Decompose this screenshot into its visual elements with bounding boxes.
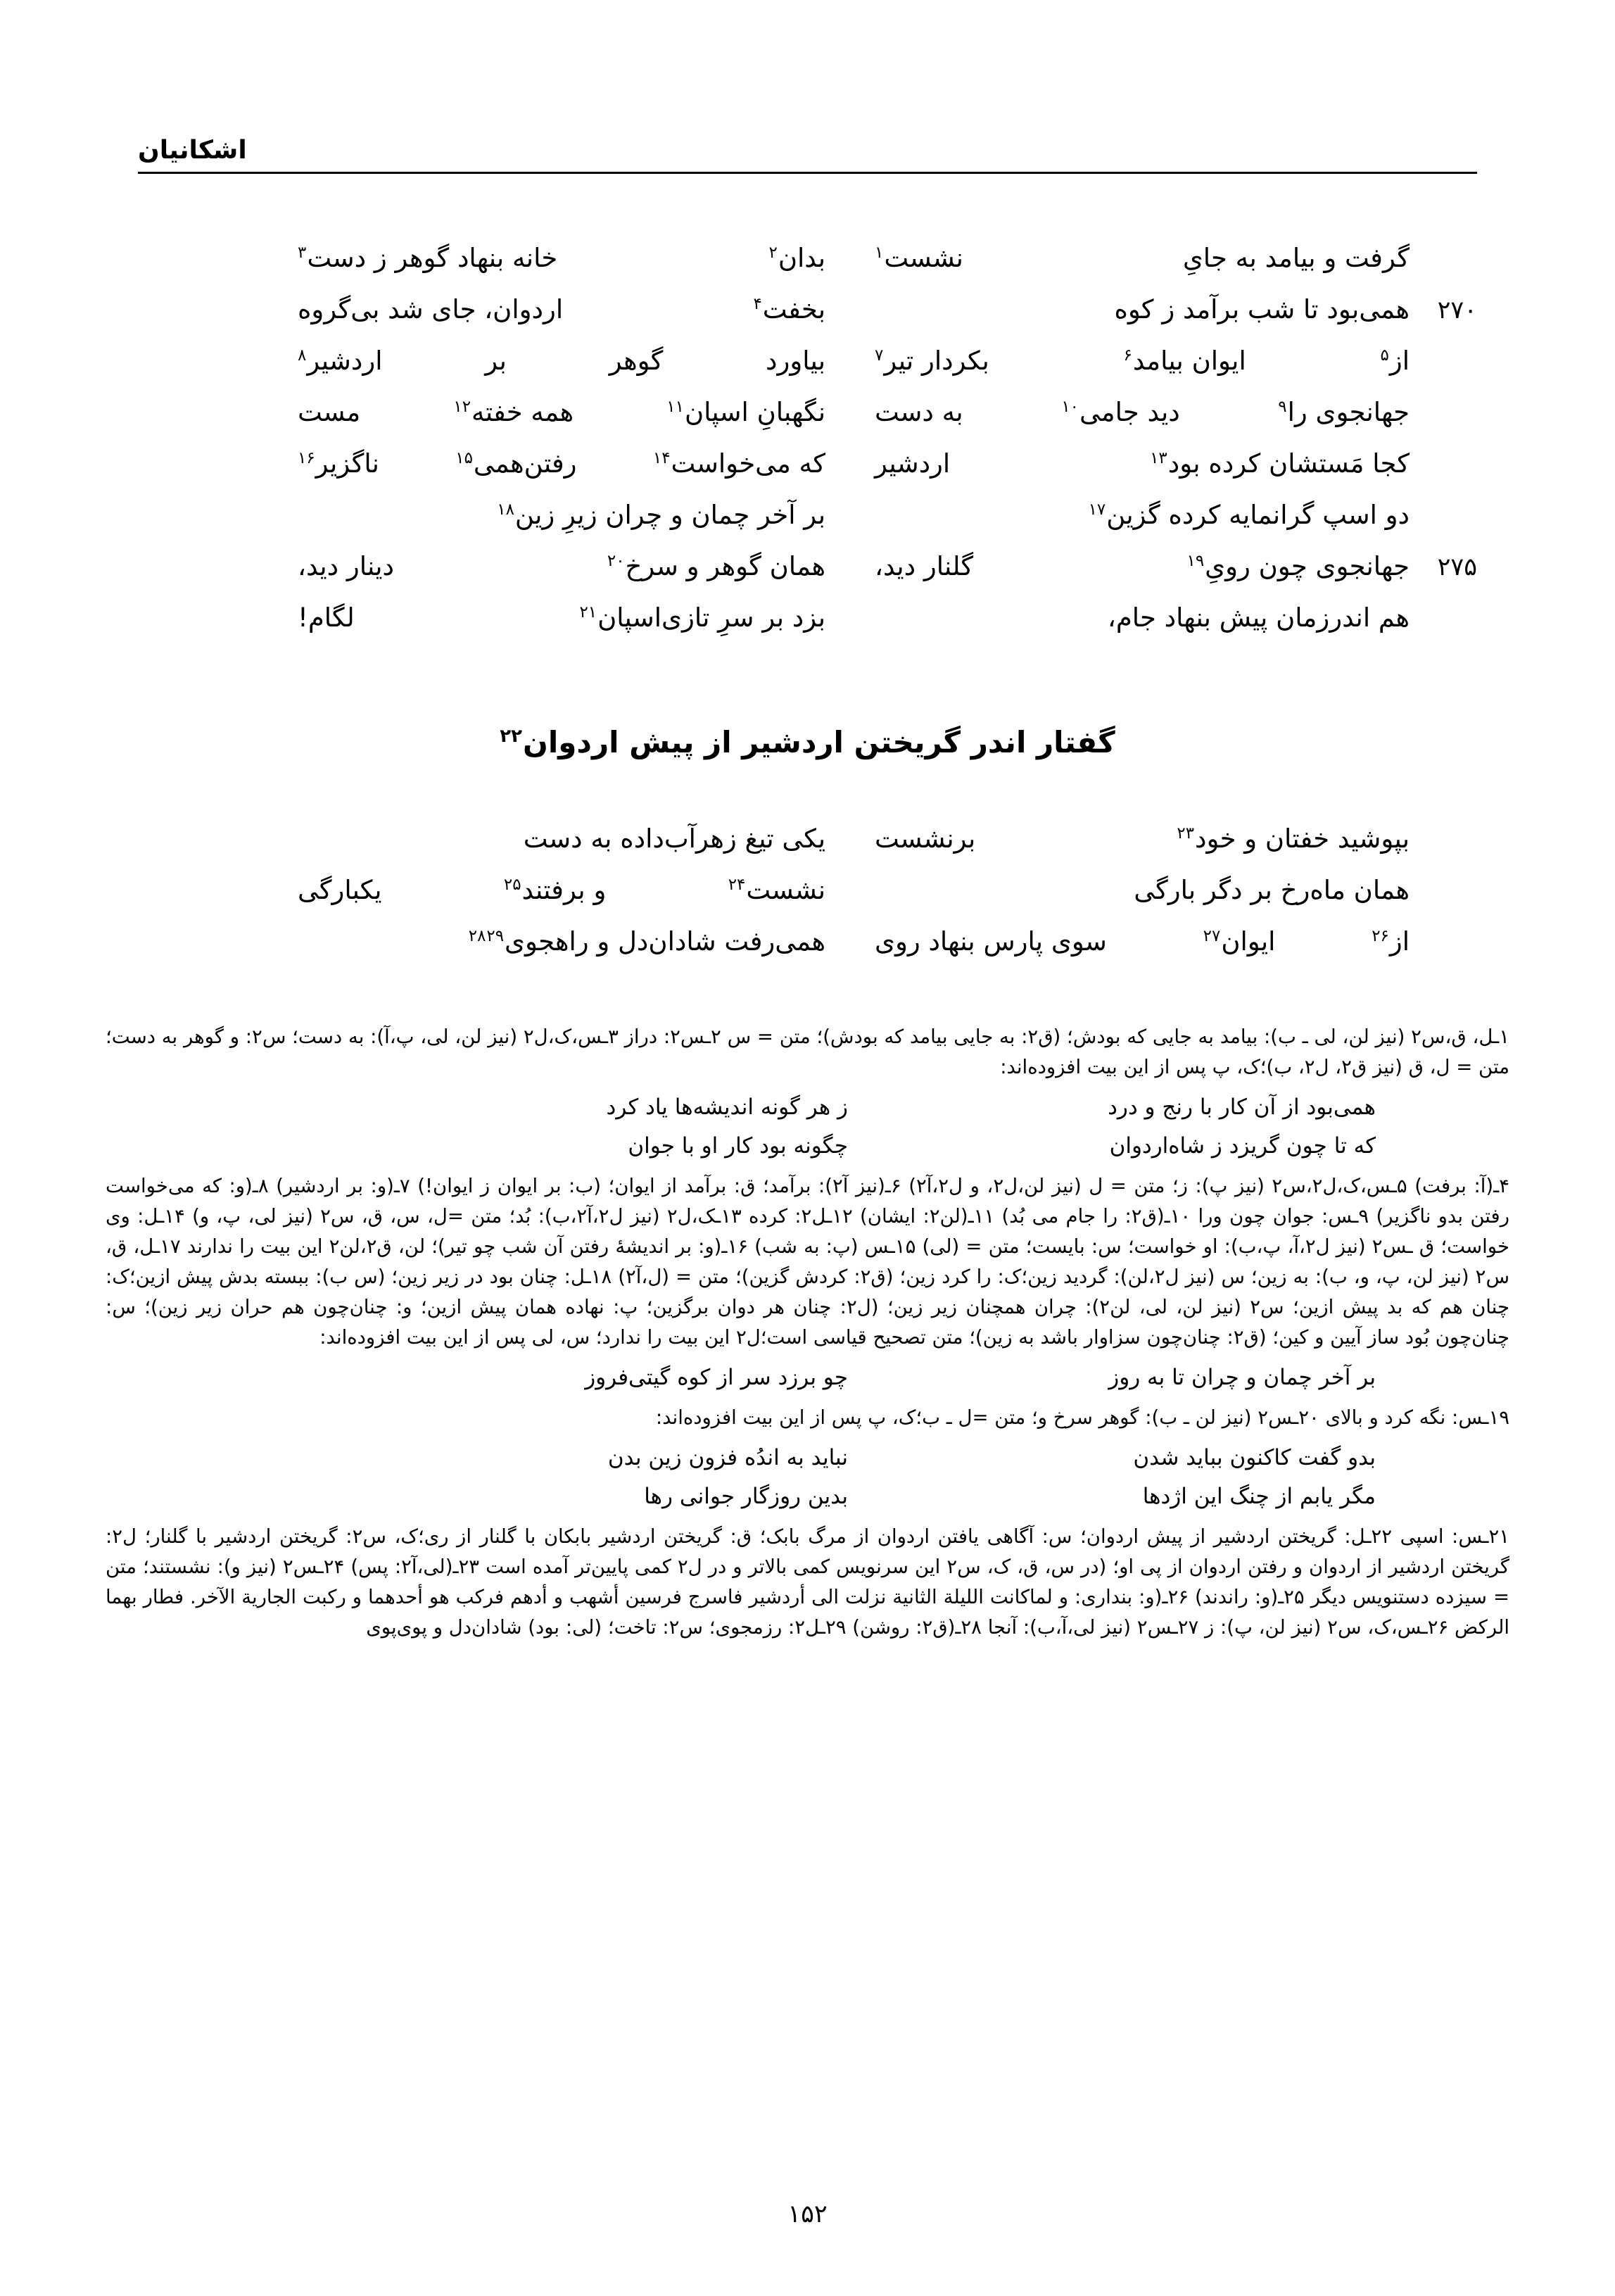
footnote-marker: ۱۴ [652, 448, 671, 467]
hemistich-first [869, 1358, 1376, 1397]
footnote-marker: ۴ [753, 294, 762, 313]
hemistich-text: بیاورد [766, 346, 825, 376]
footnote-marker: ۲۵ [503, 875, 521, 894]
running-head-area [138, 138, 1477, 174]
apparatus-paragraph: ۲۱ـس: اسپی ۲۲ـل: گریختن اردشیر از پیش اردوان؛ س: آگاهی یافتن اردوان از مرگ بابک؛ ق: گریختن اردشیر بابکان با گلنار از ری؛ک، س۲: گریختن اردشیر با گلنار؛ ل۲: گریختن اردشیر از اردوان و رفتن اردوان از پی او؛ (در س، ق، ک، س۲ این سرنویس کمی بالاتر و در ل۲ کمی پایین‌تر آمده است ۲۳ـ(لی،آ۲: پس) ۲۴ـس۲ (نیز و): نشستند؛ متن = سیزده دستنویس دیگر ۲۵ـ(و: راندند) ۲۶ـ(و: بنداری: و لماکانت اللیلة الثانیة نزلت الی أردشیر فاسرج فرسین أشهب و أدهم فرکب هو أحدهما و رکبت الجاریة الآخر. فطار بهما الرکض ۲۶ـس،ک، س۲ (نیز لن، پ): ز ۲۷ـس۲ (نیز لی،آ،ب): آنجا ۲۸ـ(ق۲: روشن) ۲۹ـل۲: رزمجوی؛ س۲: تاخت؛ (لی: بود) شادان‌دل و پوی‌پوی [106, 1525, 1510, 1639]
hemistich-text [753, 284, 825, 335]
hemistich-text: مگر یابم از چنگ این اژدها [1142, 1484, 1376, 1509]
hemistich-text: ز هر گونه اندیشه‌ها یاد کرد [606, 1095, 848, 1120]
hemistich-word: نشست [884, 243, 963, 273]
footnote-marker: ۲۸ [468, 926, 486, 945]
hemistich-word: همی‌رفت شادان‌دل و راهجوی [505, 926, 825, 957]
verse-line [138, 916, 1477, 967]
hemistich-word: نشست [746, 875, 825, 905]
running-head-title: اشکانیان [138, 136, 247, 165]
quoted-verse-line [106, 1088, 1509, 1127]
hemistich-text: بر [485, 346, 507, 376]
hemistich-text: اردوان، جای شد بی‌گروه [298, 294, 564, 324]
hemistich-text: گرفت و بیامد به جایِ [1182, 243, 1410, 273]
hemistich-text [1177, 813, 1410, 864]
section-heading [138, 725, 1477, 760]
verse-line [138, 386, 1477, 438]
hemistich-second [298, 916, 854, 967]
hemistich-word: ناگزیر [315, 448, 379, 479]
hemistich-word: نگهبانِ اسپان [684, 397, 825, 427]
apparatus-quoted-couplets [106, 1358, 1509, 1397]
hemistich-word: دو اسپ گرانمایه کرده گزین [1106, 500, 1410, 530]
footnote-marker: ۱۰ [1061, 397, 1079, 416]
quoted-verse-line [106, 1358, 1509, 1397]
footnote-marker: ۱۸ [497, 500, 514, 519]
hemistich-text [298, 335, 383, 386]
quoted-verse-line [106, 1439, 1509, 1477]
verse-line [138, 438, 1477, 489]
apparatus-paragraph: ۴ـ(آ: برفت) ۵ـس،ک،ل۲،س۲ (نیز پ): ز؛ متن = ل (نیز لن،ل۲، و ل۲،آ۲) ۶ـ(نیز آ۲): برآمد؛ ق: برآمد از ایوان؛ (ب: بر ایوان ز ایوان!) ۷ـ(و: بر اردشیر) ۸ـ(و: که می‌خواست رفتن بدو ناگزیر) ۹ـس: جوان چون ورا ۱۰ـ(ق۲: را جام می بُد) ۱۱ـ(لن۲: ایشان) ۱۲ـل۲: کرده ۱۳ـک،ل۲ (نیز ل۲،آ۲،ب): بُد؛ متن =ل، س، ق، س۲ (نیز لی، پ، و) ۱۴ـل: وی خواست؛ ق ـس۲ (نیز ل۲،آ، پ،ب): او خواست؛ س: بایست؛ متن = (لی) ۱۵ـس (پ: به شب) ۱۶ـ(و: بر اندیشهٔ رفتن آن شب چو تیر)؛ لن، ق۲،لن۲ این بیت را ندارند ۱۷ـل، ق، س۲ (نیز لن، پ، و، ب): به زین؛ س (نیز ل۲،لن): گردید زین؛ک: را کرد زین؛ (ق۲: کردش گزین)؛ متن = (ل،آ۲) ۱۸ـل: چنان بود در زیر زین؛ (س ب): ببسته بدش پیش ازین؛ک: چنان هم که بد پیش ازین؛ س۲ (نیز لن، لی، لن۲): چران همچنان زیر زین؛ (ل۲: چنان هر دوان برگزین؛ پ: نهاده همان پیش ازین؛ و: چنان‌چون هم حران زیر زین)؛ س: چنان‌چون بُود ساز آیین و کین؛ (ق۲: چنان‌چون سزاوار باشد به زین)؛ متن تصحیح قیاسی است؛ل۲ این بیت را ندارد؛ س، لی پس از این بیت افزوده‌اند: [106, 1175, 1510, 1349]
verse-line [138, 813, 1477, 864]
verse-line [138, 232, 1477, 284]
footnote-marker: ۲۶ [1372, 926, 1389, 945]
footnote-marker: ۱۹ [1186, 551, 1205, 570]
hemistich-first [869, 1127, 1376, 1166]
hemistich-text: یکبارگی [298, 875, 382, 905]
hemistich-second [298, 592, 854, 643]
hemistich-first [854, 386, 1410, 438]
footnote-marker: ۲۹ [486, 926, 505, 945]
hemistich-text [1150, 438, 1410, 489]
hemistich-text: سوی پارس بنهاد روی [875, 926, 1107, 957]
verse-line [138, 541, 1477, 592]
hemistich-second [362, 1439, 869, 1477]
verse-number: ۲۷۰ [1437, 296, 1477, 324]
footnote-marker: ۲ [768, 243, 778, 262]
verse-line [138, 335, 1477, 386]
hemistich-text: یکی تیغ زهرآب‌داده به دست [523, 824, 825, 854]
hemistich-first [869, 1439, 1376, 1477]
hemistich-text: گلنار دید، [875, 551, 974, 581]
hemistich-text [1372, 916, 1410, 967]
hemistich-first [854, 335, 1410, 386]
hemistich-first [854, 489, 1410, 541]
hemistich-text [1124, 335, 1246, 386]
hemistich-second [362, 1127, 869, 1166]
hemistich-second [298, 386, 854, 438]
footnote-marker: ۵ [1380, 346, 1389, 365]
hemistich-second [298, 335, 854, 386]
hemistich-word: بزد بر سرِ تازی‌اسپان [597, 603, 825, 633]
hemistich-word: که می‌خواست [671, 448, 825, 479]
hemistich-text: بدو گفت کاکنون بباید شدن [1133, 1445, 1376, 1470]
hemistich-text: بر آخر چمان و چران تا به روز [1108, 1365, 1376, 1390]
hemistich-word: از [1389, 346, 1410, 376]
footnote-marker: ۷ [875, 346, 884, 365]
hemistich-text: همی‌بود از آن کار با رنج و درد [1108, 1095, 1376, 1120]
hemistich-text [769, 232, 826, 284]
hemistich-word: بدان [778, 243, 825, 273]
hemistich-word: اردشیر [307, 346, 383, 376]
hemistich-first [854, 541, 1410, 592]
hemistich-word: بکردار تیر [884, 346, 989, 376]
hemistich-second [298, 232, 854, 284]
hemistich-text: اردشیر [875, 448, 951, 479]
hemistich-word: دید جامی [1079, 397, 1180, 427]
apparatus-quoted-couplets [106, 1088, 1509, 1166]
hemistich-text [1203, 916, 1276, 967]
verse-block-after-heading [138, 813, 1477, 967]
apparatus-paragraph: ۱۹ـس: نگه کرد و بالای ۲۰ـس۲ (نیز لن ـ ب): گوهر سرخ و؛ متن =ل ـ ب؛ک، پ پس از این بیت افزوده‌اند: [655, 1406, 1509, 1429]
hemistich-second [298, 438, 854, 489]
hemistich-text [469, 916, 825, 967]
hemistich-second [298, 489, 854, 541]
hemistich-text: نباید به اندُه فزون زین بدن [607, 1445, 848, 1470]
hemistich-word: جهانجوی را [1287, 397, 1410, 427]
hemistich-text [653, 438, 825, 489]
hemistich-word: همه خفته [471, 397, 574, 427]
hemistich-text [497, 489, 825, 541]
hemistich-text: دینار دید، [298, 551, 394, 581]
section-heading-text: گفتار اندر گریختن اردشیر از پیش اردوان [523, 725, 1115, 759]
footnote-marker: ۲۳ [1177, 824, 1195, 843]
verse-line [138, 284, 1477, 335]
verse-line [138, 489, 1477, 541]
footnote-marker: ۱۵ [455, 448, 473, 467]
hemistich-first [854, 232, 1410, 284]
hemistich-text [1381, 335, 1410, 386]
hemistich-text [453, 386, 574, 438]
footnote-marker: ۳ [298, 243, 307, 262]
hemistich-first [854, 284, 1410, 335]
hemistich-text: که تا چون گریزد ز شاه‌اردوان [1109, 1133, 1376, 1159]
hemistich-text: گوهر [609, 346, 664, 376]
verse-number: ۲۷۵ [1437, 553, 1477, 581]
hemistich-second [298, 813, 854, 864]
footnote-marker: ۸ [298, 346, 307, 365]
hemistich-word: خانه بنهاد گوهر ز دست [307, 243, 558, 273]
verse-block-top [138, 232, 1477, 643]
footnote-marker: ۱۱ [666, 397, 684, 416]
hemistich-text: چگونه بود کار او با جوان [628, 1133, 848, 1159]
hemistich-text [666, 386, 825, 438]
hemistich-text [875, 232, 963, 284]
hemistich-second [298, 541, 854, 592]
hemistich-text [1061, 386, 1179, 438]
footnote-marker: ۱۶ [298, 448, 315, 467]
hemistich-text [579, 592, 825, 643]
footnote-marker: ۲۱ [579, 603, 597, 622]
hemistich-text [875, 335, 989, 386]
hemistich-first [854, 916, 1410, 967]
hemistich-word: بپوشید خفتان و خود [1195, 824, 1410, 854]
header-rule [138, 172, 1477, 174]
hemistich-second [362, 1088, 869, 1127]
hemistich-text [728, 864, 825, 916]
hemistich-text: مست [298, 397, 361, 427]
footnote-marker: ۱۲ [453, 397, 471, 416]
footnote-marker: ۲۷ [1203, 926, 1221, 945]
quoted-verse-line [106, 1477, 1509, 1516]
hemistich-text: هم اندرزمان پیش بنهاد جام، [1107, 603, 1410, 633]
hemistich-second [362, 1477, 869, 1516]
hemistich-first [854, 438, 1410, 489]
footnote-marker: ۱ [875, 243, 884, 262]
hemistich-text [455, 438, 576, 489]
hemistich-text: همی‌بود تا شب برآمد ز کوه [1114, 294, 1410, 324]
hemistich-text [298, 438, 379, 489]
hemistich-first [854, 813, 1410, 864]
hemistich-word: بخفت [762, 294, 825, 324]
page-number: ۱۵۲ [787, 2200, 828, 2228]
hemistich-text: لگام! [298, 603, 355, 633]
hemistich-text [1089, 489, 1410, 541]
footnote-marker: ۱۷ [1088, 500, 1106, 519]
hemistich-first [854, 864, 1410, 916]
hemistich-text [504, 864, 606, 916]
quoted-verse-line [106, 1127, 1509, 1166]
hemistich-text: همان ماه‌رخ بر دگر بارگی [1134, 875, 1410, 905]
verse-line [138, 592, 1477, 643]
apparatus-quoted-couplets [106, 1439, 1509, 1516]
hemistich-second [298, 864, 854, 916]
footnote-marker: ۶ [1123, 346, 1132, 365]
hemistich-word: کجا مَستشان کرده بود [1167, 448, 1410, 479]
footnote-marker: ۲۰ [607, 551, 625, 570]
hemistich-text: چو برزد سر از کوه گیتی‌فروز [585, 1365, 848, 1390]
footnote-marker: ۲۲ [500, 726, 523, 747]
hemistich-word: جهانجوی چون رویِ [1205, 551, 1410, 581]
hemistich-first [869, 1088, 1376, 1127]
hemistich-text [1278, 386, 1410, 438]
hemistich-text: بدین روزگار جوانی رها [644, 1484, 848, 1509]
hemistich-word: از [1389, 926, 1410, 957]
apparatus-paragraph: ۱ـل، ق،س۲ (نیز لن، لی ـ ب): بیامد به جایی که بودش؛ (ق۲: به جایی بیامد که بودش)؛ متن = س ۲ـس۲: دراز ۳ـس،ک،ل۲ (نیز لن، لی، پ،آ): به دست؛ س۲: و گوهر به دست؛ متن = ل، ق (نیز ق۲، ل۲، ب)؛ک، پ پس از این بیت افزوده‌اند: [106, 1026, 1509, 1078]
critical-apparatus [106, 1022, 1509, 1643]
hemistich-text: به دست [875, 397, 963, 427]
hemistich-word: همان گوهر و سرخ [625, 551, 825, 581]
hemistich-second [362, 1358, 869, 1397]
hemistich-word: بر آخر چمان و چران زیرِ زین [514, 500, 825, 530]
footnote-marker: ۹ [1278, 397, 1287, 416]
hemistich-text [298, 232, 557, 284]
footnote-marker: ۲۴ [728, 875, 746, 894]
hemistich-text: برنشست [875, 824, 976, 854]
hemistich-word: رفتن‌همی [473, 448, 577, 479]
hemistich-first [869, 1477, 1376, 1516]
hemistich-word: و برفتند [521, 875, 607, 905]
hemistich-text [607, 541, 825, 592]
verse-line [138, 864, 1477, 916]
hemistich-second [298, 284, 854, 335]
footnote-marker: ۱۳ [1150, 448, 1167, 467]
hemistich-word: ایوان [1221, 926, 1276, 957]
hemistich-first [854, 592, 1410, 643]
hemistich-word: ایوان بیامد [1132, 346, 1246, 376]
hemistich-text [1187, 541, 1410, 592]
